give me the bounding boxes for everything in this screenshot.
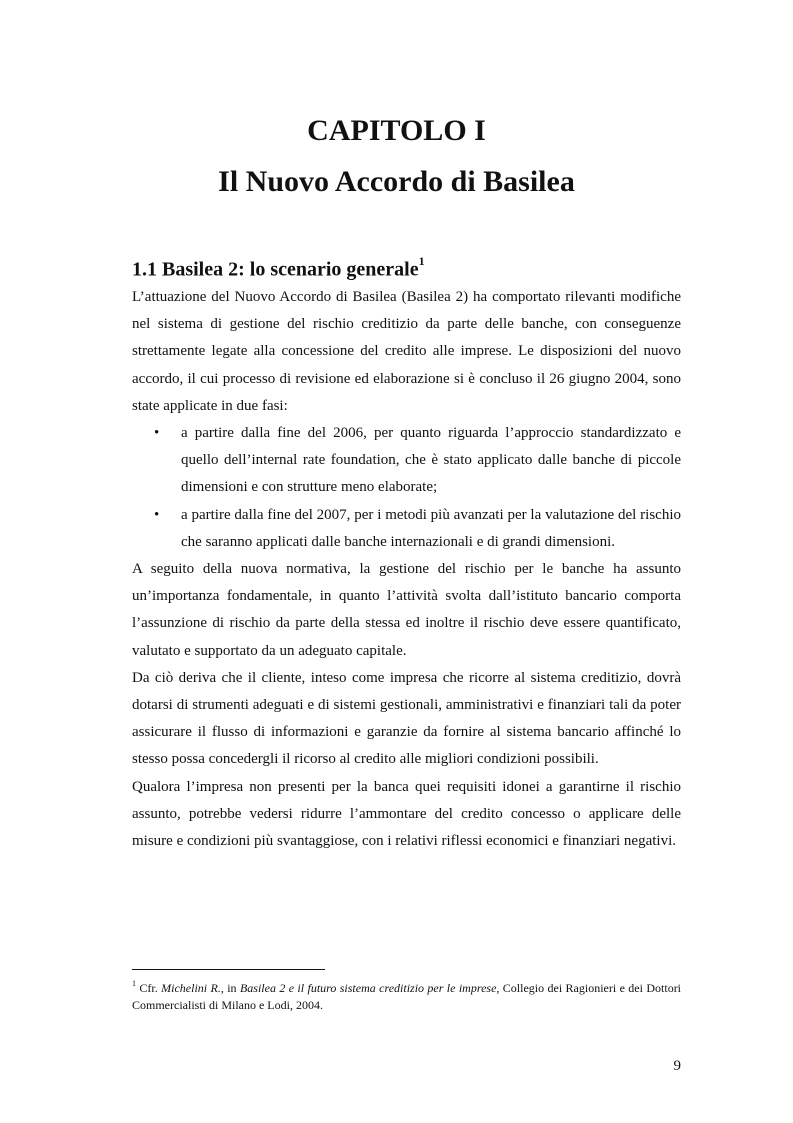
footnote-divider (132, 969, 325, 970)
bullet-icon: • (154, 506, 160, 523)
page-number: 9 (673, 1058, 681, 1074)
paragraph-consequences: Qualora l’impresa non presenti per la banca quei requisiti idonei a garantirne il rischio assunto, potrebbe vedersi ridurre l’ammontare del credito concesso o applicare delle misure e condizioni più svantaggiose, con i relativi riflessi economici e finanziari negativi. (132, 778, 681, 850)
paragraph-intro: L’attuazione del Nuovo Accordo di Basilea (Basilea 2) ha comportato rilevanti modifiche nel sistema di gestione del rischio creditizio da parte delle banche, con conseguenze strettamente legate alla concessione del credito alle imprese. Le disposizioni del nuovo accordo, il cui processo di revisione ed elaborazione si è concluso il 26 giugno 2004, sono state applicate in due fasi: (132, 289, 681, 414)
section-title: 1.1 Basilea 2: lo scenario generale (132, 258, 419, 281)
list-item-text: a partire dalla fine del 2007, per i metodi più avanzati per la valutazione del rischio che saranno applicati dalle banche internazionali e di grandi dimensioni. (181, 506, 681, 550)
footnote-author: Michelini R., (161, 981, 224, 995)
footnote-connector: in (227, 981, 237, 995)
chapter-number: CAPITOLO I (307, 114, 486, 147)
bullet-icon: • (154, 425, 160, 442)
list-item (132, 502, 681, 556)
section-heading (132, 250, 425, 284)
footnote-marker: 1 (132, 979, 136, 988)
footnote-work: Basilea 2 e il futuro sistema creditizio per le imprese (239, 981, 497, 995)
footnote (132, 977, 681, 1013)
paragraph-client: Da ciò deriva che il cliente, inteso come impresa che ricorre al sistema creditizio, dovrà dotarsi di strumenti adeguati e di sistemi gestionali, amministrativi e finanziari tali da poter assicurare il flusso di informazioni e garanzie da fornire al sistema bancario affinché lo stesso possa concedergli il ricorso al credito alle migliori condizioni possibili. (132, 669, 681, 768)
body-text (132, 284, 681, 855)
footnote-prefix: Cfr. (139, 981, 158, 995)
footnote-reference: 1 (418, 254, 425, 268)
bullet-list (132, 420, 681, 556)
footnote-publisher: , Collegio dei Ragionieri e dei Dottori Commercialisti di Milano e Lodi, 2004. (132, 981, 682, 1012)
list-item-text: a partire dalla fine del 2006, per quanto riguarda l’approccio standardizzato e quello dell’internal rate foundation, che è stato applicato dalle banche di piccole dimensioni e con strutture meno elaborate; (181, 425, 681, 496)
paragraph-risk-management: A seguito della nuova normativa, la gestione del rischio per le banche ha assunto un’importanza fondamentale, in quanto l’attività svolta dall’istituto bancario comporta l’assunzione di rischio da parte della stessa ed inoltre il rischio deve essere quantificato, valutato e supportato da un adeguato capitale. (132, 561, 681, 659)
list-item (132, 420, 681, 502)
chapter-title: Il Nuovo Accordo di Basilea (218, 165, 575, 198)
